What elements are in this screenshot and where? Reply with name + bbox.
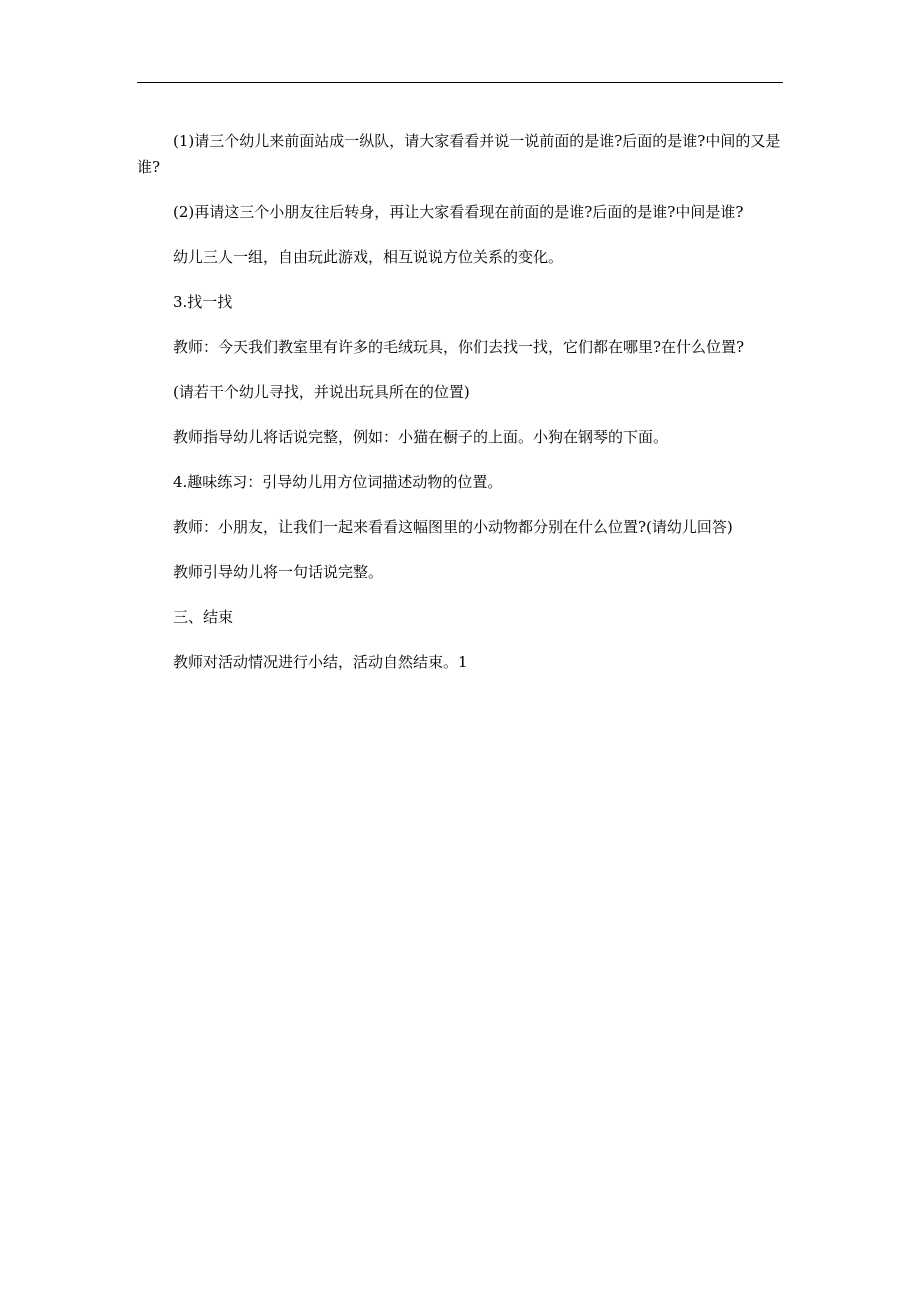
paragraph-group-play: 幼儿三人一组，自由玩此游戏，相互说说方位关系的变化。 <box>173 248 564 266</box>
document-body <box>137 128 787 694</box>
paragraph-complete-sentence: 教师引导幼儿将一句话说完整。 <box>173 563 384 581</box>
section-heading-practice: 4.趣味练习：引导幼儿用方位词描述动物的位置。 <box>173 473 503 491</box>
paragraph-search-note: (请若干个幼儿寻找，并说出玩具所在的位置) <box>173 383 470 401</box>
paragraph-teacher-find-toys: 教师：今天我们教室里有许多的毛绒玩具，你们去找一找，它们都在哪里?在什么位置? <box>173 338 745 356</box>
header-divider <box>137 82 783 83</box>
section-heading-find: 3.找一找 <box>173 293 233 311</box>
paragraph-queue-activity: (1)请三个幼儿来前面站成一纵队，请大家看看并说一说前面的是谁?后面的是谁?中间的又是谁? <box>137 132 781 176</box>
paragraph-turn-around: (2)再请这三个小朋友往后转身，再让大家看看现在前面的是谁?后面的是谁?中间是谁? <box>173 203 744 221</box>
paragraph-summary: 教师对活动情况进行小结，活动自然结束。1 <box>173 653 468 671</box>
paragraph-complete-sentence-example: 教师指导幼儿将话说完整，例如：小猫在橱子的上面。小狗在钢琴的下面。 <box>173 428 669 446</box>
section-heading-end: 三、结束 <box>173 608 234 626</box>
paragraph-teacher-look-picture: 教师：小朋友，让我们一起来看看这幅图里的小动物都分别在什么位置?(请幼儿回答) <box>173 518 733 536</box>
